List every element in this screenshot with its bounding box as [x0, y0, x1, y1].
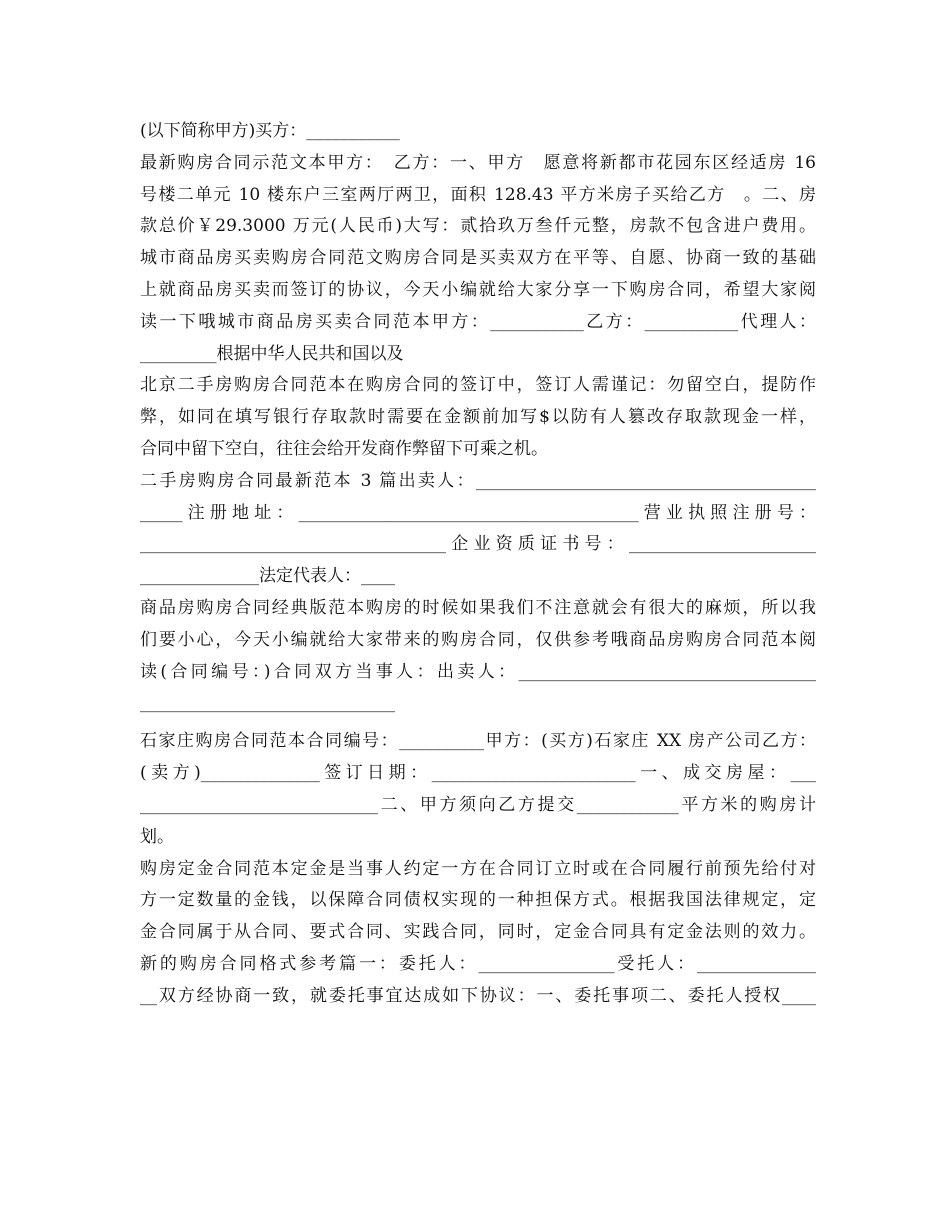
- text-line: 商品房购房合同经典版范本购房的时候如果我们不注意就会有很大的麻烦，所以我: [140, 597, 816, 618]
- text-line: 号楼二单元 10 楼东户三室两厅两卫，面积 128.43 平方米房子买给乙方 。二、房: [140, 184, 816, 205]
- text-line: 弊，如同在填写银行存取款时需要在金额前加写$以防有人篡改存取款现金一样，: [140, 407, 816, 428]
- text-line: 合同中留下空白，往往会给开发商作弊留下可乘之机。: [140, 438, 548, 459]
- text-line: __双方经协商一致，就委托事宜达成如下协议：一、委托事项二、委托人授权____: [140, 985, 816, 1006]
- text-line: 读一下哦城市商品房买卖合同范本甲方：___________乙方：___________代理人：: [140, 311, 816, 332]
- text-line: 金合同属于从合同、要式合同、实践合同，同时，定金合同具有定金法则的效力。: [140, 922, 816, 943]
- text-line: 城市商品房买卖购房合同范文购房合同是买卖双方在平等、自愿、协商一致的基础: [140, 248, 816, 269]
- text-line: 新的购房合同格式参考篇一：委托人：________________受托人：______________: [140, 953, 816, 974]
- text-line: 购房定金合同范本定金是当事人约定一方在合同订立时或在合同履行前预先给付对: [140, 858, 816, 879]
- text-line: 上就商品房买卖而签订的协议，今天小编就给大家分享一下购房合同，希望大家阅: [140, 279, 816, 300]
- text-line: _____注册地址：________________________________________营业执照注册号：: [140, 502, 816, 523]
- text-line: (以下简称甲方)买方：___________: [140, 121, 400, 141]
- text-line: ____________________________二、甲方须向乙方提交____________平方米的购房计: [140, 794, 816, 815]
- text-line: 最新购房合同示范文本甲方： 乙方：一、甲方 愿意将新都市花园东区经适房 16: [140, 152, 816, 173]
- text-line: 们要小心，今天小编就给大家带来的购房合同，仅供参考哦商品房购房合同范本阅: [140, 629, 816, 650]
- text-line: ______________________________: [140, 693, 395, 714]
- text-line: (卖方)______________签订日期：________________________一、成交房屋：___: [140, 763, 816, 784]
- text-line: 石家庄购房合同范本合同编号：__________甲方：(买方)石家庄 XX 房产公司乙方：: [140, 731, 816, 752]
- text-line: 北京二手房购房合同范本在购房合同的签订中，签订人需谨记：勿留空白，提防作: [140, 375, 816, 396]
- text-line: _________根据中华人民共和国以及: [140, 343, 404, 364]
- text-line: 二手房购房合同最新范本 3 篇出卖人：________________________________________: [140, 470, 816, 491]
- text-line: 读(合同编号：)合同双方当事人：出卖人：___________________________________: [140, 661, 816, 682]
- text-line: ______________法定代表人：____: [140, 566, 395, 587]
- text-line: 划。: [140, 826, 174, 847]
- text-line: ____________________________________企业资质证书号：______________________: [140, 534, 816, 555]
- document-page: [140, 116, 816, 1013]
- text-line: 款总价￥29.3000 万元(人民币)大写：贰拾玖万叁仟元整，房款不包含进户费用。: [140, 216, 816, 237]
- text-line: 方一定数量的金钱，以保障合同债权实现的一种担保方式。根据我国法律规定，定: [140, 890, 816, 911]
